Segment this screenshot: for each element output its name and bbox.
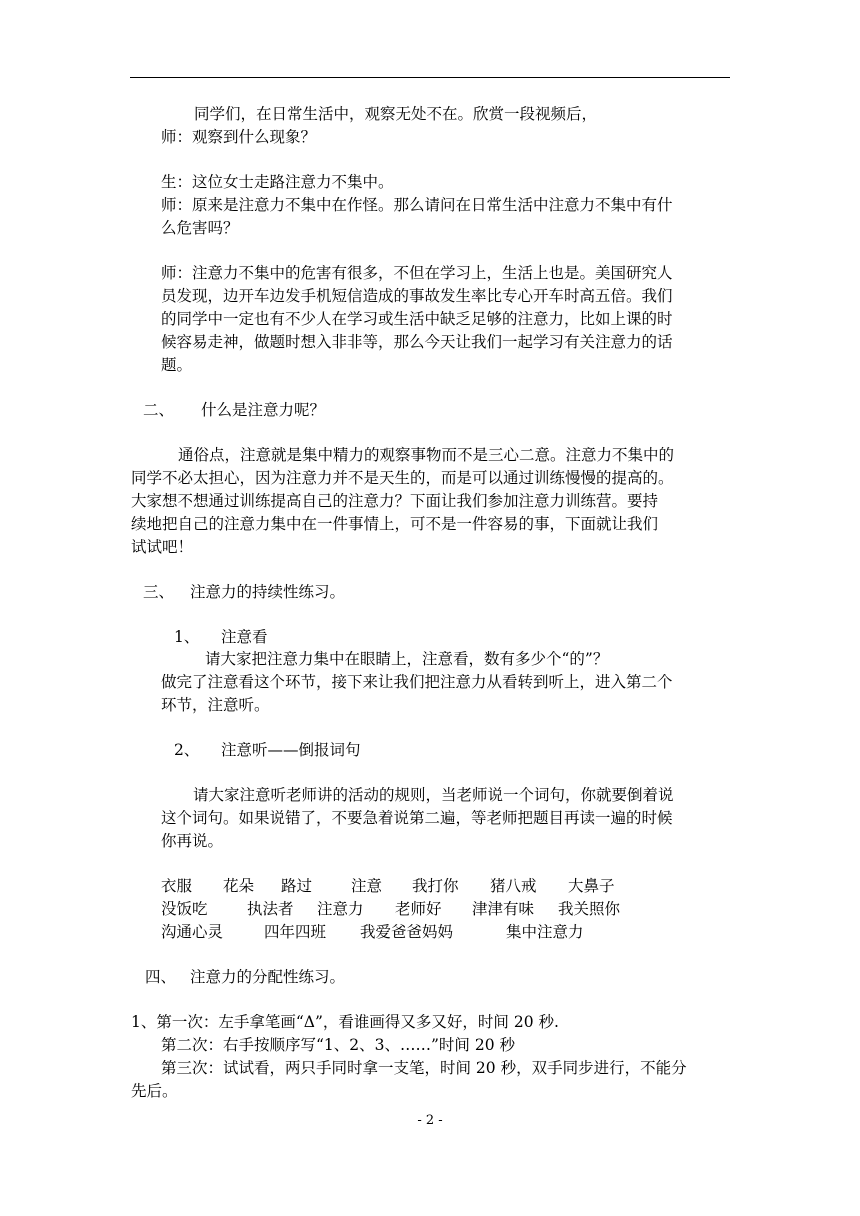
intro-paragraph-line-1: 师：注意力不集中的危害有很多，不但在学习上，生活上也是。美国研究人	[161, 264, 673, 282]
word: 我爱爸爸妈妈	[360, 923, 454, 941]
word: 衣服	[161, 877, 193, 895]
word: 注意力	[317, 900, 364, 918]
section-2-line-1: 通俗点，注意就是集中精力的观察事物而不是三心二意。注意力不集中的	[178, 446, 675, 464]
word: 我关照你	[558, 900, 621, 918]
section-2-number: 二、	[143, 401, 175, 419]
header-rule	[130, 77, 730, 78]
page-number: - 2 -	[417, 1113, 443, 1128]
item-1-line-1: 请大家把注意力集中在眼睛上，注意看，数有多少个“的”？	[205, 650, 609, 668]
word: 四年四班	[264, 923, 327, 941]
intro-line-4: 师：原来是注意力不集中在作怪。那么请问在日常生活中注意力不集中有什	[161, 196, 673, 214]
word: 执法者	[247, 900, 294, 918]
word: 注意	[351, 877, 383, 895]
section-2-heading: 什么是注意力呢？	[201, 401, 326, 419]
item-2-line-1: 请大家注意听老师讲的活动的规则，当老师说一个词句，你就要倒着说	[193, 786, 674, 804]
section-2-line-4: 续地把自己的注意力集中在一件事情上，可不是一件容易的事，下面就让我们	[131, 515, 659, 533]
word: 沟通心灵	[161, 923, 224, 941]
word: 我打你	[412, 877, 459, 895]
word: 猪八戒	[490, 877, 537, 895]
item-2-heading: 注意听——倒报词句	[221, 741, 361, 759]
word: 路过	[281, 877, 313, 895]
section-4-number: 四、	[145, 968, 177, 986]
word: 大鼻子	[568, 877, 615, 895]
section-3-heading: 注意力的持续性练习。	[190, 583, 346, 601]
word: 花朵	[223, 877, 255, 895]
intro-paragraph-line-3: 的同学中一定也有不少人在学习或生活中缺乏足够的注意力，比如上课的时	[161, 310, 673, 328]
intro-line-5: 么危害吗？	[161, 219, 239, 237]
section-4-line-4: 先后。	[131, 1082, 178, 1100]
intro-paragraph-line-5: 题。	[161, 356, 193, 374]
item-1-line-3: 环节，注意听。	[161, 696, 270, 714]
item-1-heading: 注意看	[221, 628, 268, 646]
word: 津津有味	[472, 900, 535, 918]
section-4-line-1: 1、第一次：左手拿笔画“Δ”，看谁画得又多又好，时间 20 秒.	[131, 1013, 559, 1031]
word: 老师好	[395, 900, 442, 918]
section-4-line-2: 第二次：右手按顺序写“1、2、3、……”时间 20 秒	[161, 1036, 516, 1054]
intro-line-2: 师：观察到什么现象？	[161, 128, 317, 146]
intro-line-3: 生：这位女士走路注意力不集中。	[161, 173, 394, 191]
word: 没饭吃	[161, 900, 208, 918]
intro-line-1: 同学们，在日常生活中，观察无处不在。欣赏一段视频后，	[194, 105, 598, 123]
section-4-heading: 注意力的分配性练习。	[190, 968, 346, 986]
section-4-line-3: 第三次：试试看，两只手同时拿一支笔，时间 20 秒，双手同步进行，不能分	[161, 1059, 687, 1077]
section-3-number: 三、	[143, 583, 175, 601]
section-2-line-3: 大家想不想通过训练提高自己的注意力？下面让我们参加注意力训练营。要持	[131, 492, 659, 510]
item-1-line-2: 做完了注意看这个环节，接下来让我们把注意力从看转到听上，进入第二个	[161, 673, 673, 691]
item-2-line-3: 你再说。	[161, 832, 224, 850]
item-2-line-2: 这个词句。如果说错了，不要急着说第二遍，等老师把题目再读一遍的时候	[161, 809, 673, 827]
item-1-number: 1、	[174, 628, 200, 646]
intro-paragraph-line-2: 员发现，边开车边发手机短信造成的事故发生率比专心开车时高五倍。我们	[161, 287, 673, 305]
section-2-line-5: 试试吧！	[131, 538, 194, 556]
section-2-line-2: 同学不必太担心，因为注意力并不是天生的，而是可以通过训练慢慢的提高的。	[131, 469, 674, 487]
item-2-number: 2、	[174, 741, 200, 759]
intro-paragraph-line-4: 候容易走神，做题时想入非非等，那么今天让我们一起学习有关注意力的话	[161, 333, 673, 351]
word: 集中注意力	[506, 923, 584, 941]
